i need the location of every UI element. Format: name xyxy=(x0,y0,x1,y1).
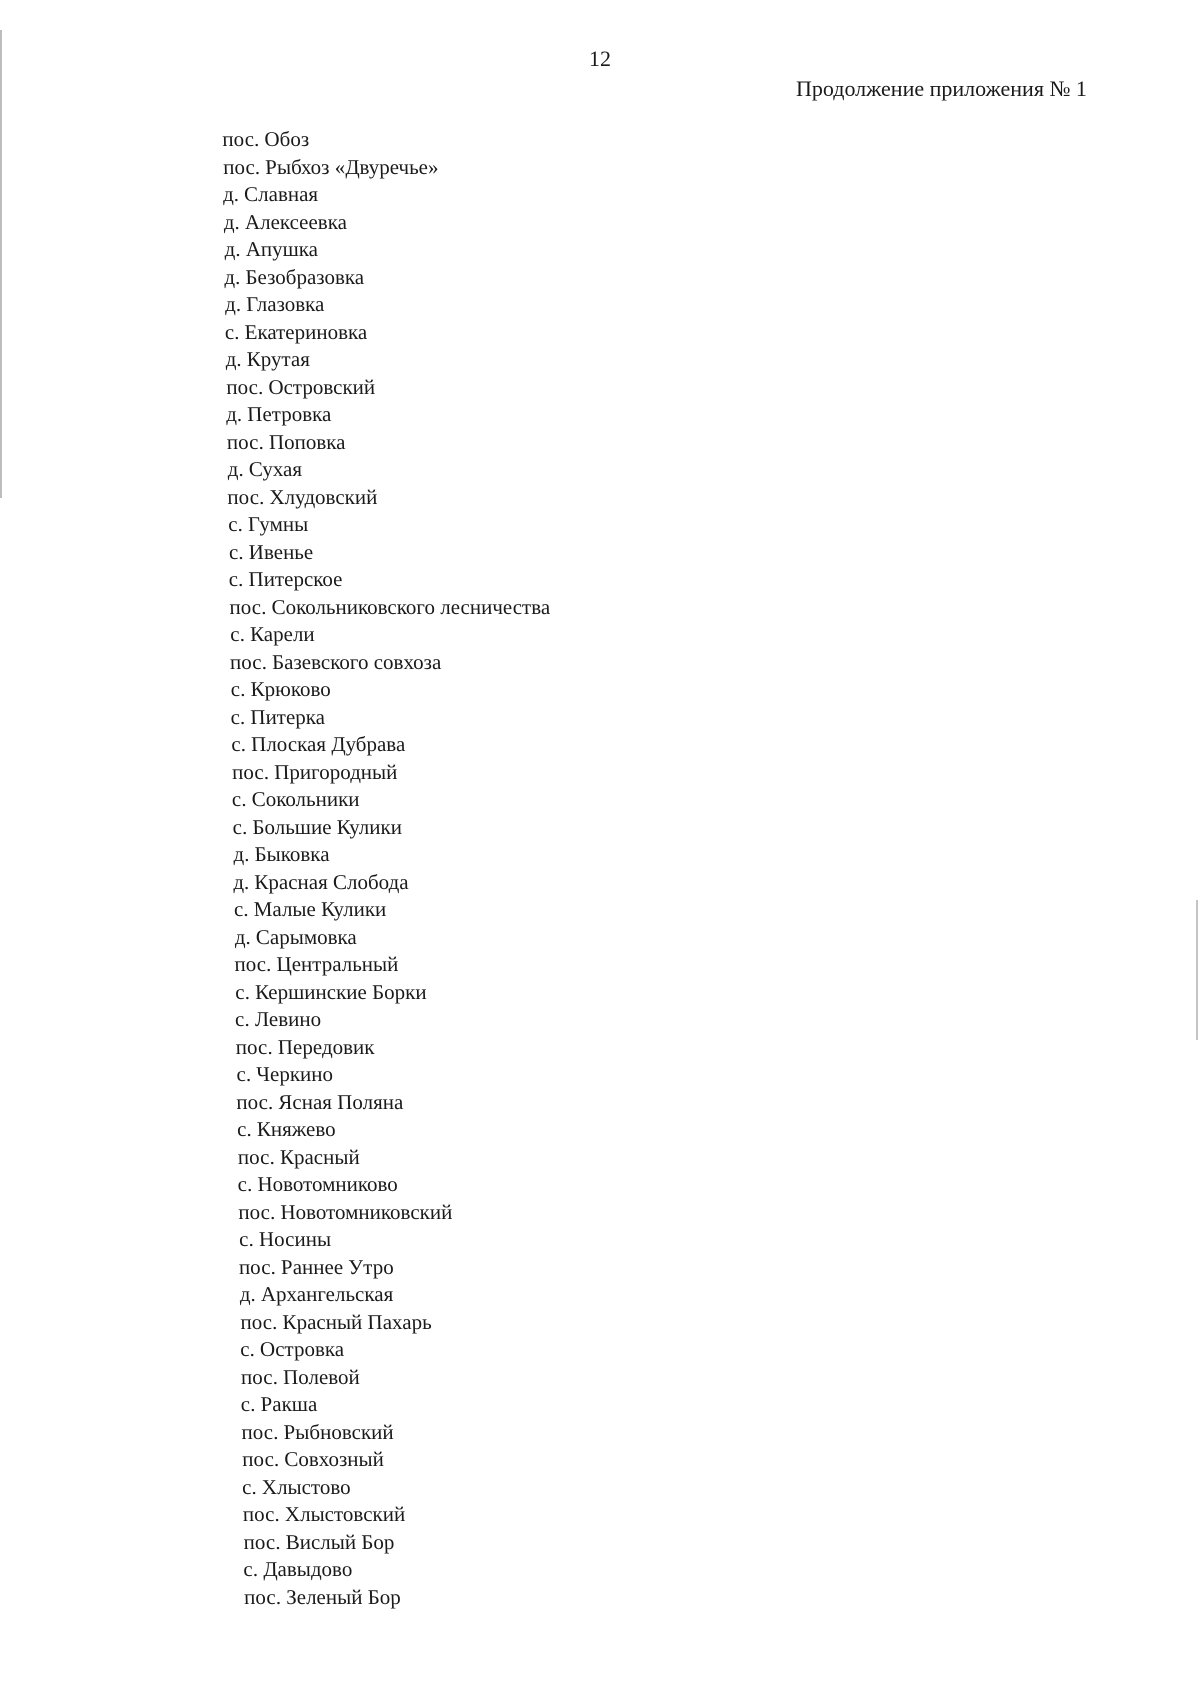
settlement-item: с. Карели xyxy=(229,622,315,646)
settlement-item: с. Малые Кулики xyxy=(233,897,387,921)
settlement-item: пос. Новотомниковский xyxy=(237,1199,453,1224)
scan-edge-left xyxy=(0,30,2,498)
settlement-item: с. Ракша xyxy=(240,1392,318,1416)
settlement-item: пос. Обоз xyxy=(222,127,310,151)
settlement-item: пос. Вислый Бор xyxy=(243,1529,395,1554)
settlement-item: с. Левино xyxy=(234,1007,322,1031)
settlement-item: пос. Передовик xyxy=(235,1034,375,1059)
settlement-item: с. Екатериновка xyxy=(224,319,368,344)
settlement-item: пос. Раннее Утро xyxy=(238,1254,394,1279)
settlement-item: пос. Рыбхоз «Двуречье» xyxy=(222,154,439,179)
settlement-item: пос. Базевского совхоза xyxy=(229,649,442,674)
settlement-item: с. Ивенье xyxy=(228,539,314,564)
settlement-item: д. Сухая xyxy=(227,457,303,481)
settlement-item: пос. Поповка xyxy=(226,429,346,454)
settlement-list xyxy=(222,126,578,1611)
settlement-item: с. Крюково xyxy=(230,677,331,701)
settlement-item: д. Славная xyxy=(222,182,319,206)
settlement-item: пос. Красный Пахарь xyxy=(240,1309,432,1334)
settlement-item: с. Большие Кулики xyxy=(232,814,403,839)
settlement-item: д. Архангельская xyxy=(239,1282,394,1306)
settlement-item: с. Носины xyxy=(238,1227,332,1251)
settlement-item: д. Алексеевка xyxy=(223,209,348,234)
settlement-item: д. Крутая xyxy=(225,347,311,371)
settlement-item: с. Сокольники xyxy=(231,787,360,811)
settlement-item: пос. Центральный xyxy=(234,952,399,976)
page-number: 12 xyxy=(589,46,611,71)
settlement-item: с. Питерское xyxy=(228,567,343,591)
settlement-item: пос. Ясная Поляна xyxy=(235,1089,404,1114)
settlement-item: с. Княжево xyxy=(236,1117,336,1141)
settlement-item: с. Гумны xyxy=(227,512,309,536)
settlement-item: с. Плоская Дубрава xyxy=(230,732,406,756)
settlement-item: с. Черкино xyxy=(236,1062,334,1086)
settlement-item: пос. Сокольниковского лесничества xyxy=(229,594,551,619)
settlement-item: пос. Островский xyxy=(225,374,376,399)
scan-edge-right xyxy=(1196,900,1198,1040)
settlement-item: пос. Рыбновский xyxy=(241,1419,394,1444)
settlement-item: пос. Полевой xyxy=(240,1364,361,1389)
settlement-item: с. Кершинские Борки xyxy=(234,979,427,1004)
settlement-item: с. Новотомниково xyxy=(237,1172,399,1196)
settlement-item: с. Питерка xyxy=(230,704,326,729)
settlement-item: пос. Хлыстовский xyxy=(242,1502,406,1526)
settlement-item: пос. Пригородный xyxy=(231,759,398,784)
settlement-item: пос. Хлудовский xyxy=(227,484,378,509)
settlement-item: д. Апушка xyxy=(224,237,319,261)
settlement-item: с. Давыдово xyxy=(242,1557,353,1581)
settlement-item: д. Безобразовка xyxy=(223,264,365,289)
settlement-item: д. Глазовка xyxy=(224,292,325,316)
settlement-item: пос. Зеленый Бор xyxy=(243,1584,402,1609)
settlement-item: д. Сарымовка xyxy=(234,924,358,949)
settlement-item: пос. Красный xyxy=(237,1144,360,1169)
settlement-item: с. Хлыстово xyxy=(241,1474,351,1499)
settlement-item: д. Петровка xyxy=(225,402,332,426)
settlement-item: д. Быковка xyxy=(232,842,330,866)
settlement-item: пос. Совхозный xyxy=(241,1447,385,1471)
settlement-item: с. Островка xyxy=(239,1337,345,1361)
settlement-item: д. Красная Слобода xyxy=(232,869,409,894)
appendix-continuation-note: Продолжение приложения № 1 xyxy=(796,76,1087,101)
